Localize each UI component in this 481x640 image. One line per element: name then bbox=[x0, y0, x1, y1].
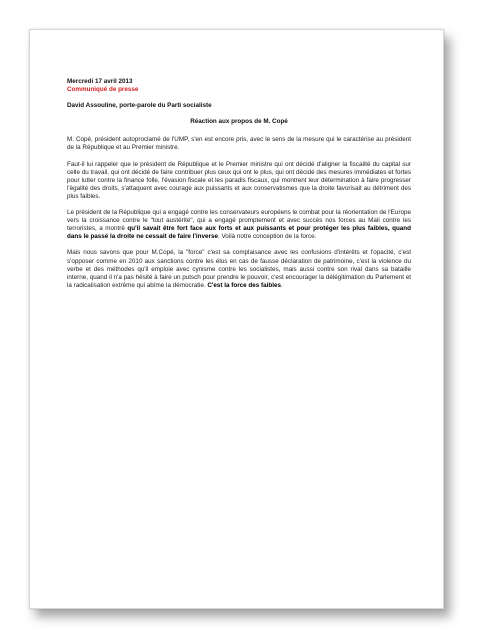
paragraph-3 bbox=[67, 209, 411, 241]
paragraph-text: . Voilà notre conception de la force. bbox=[217, 233, 317, 241]
paragraph-bold-text: qu'il savait être fort face aux forts et aux puissants et pour protéger les plus faibles, quand dans le passé la droite ne cessait de faire l'inverse bbox=[67, 225, 412, 241]
document-label: Communiqué de presse bbox=[67, 86, 139, 94]
document-title: Réaction aux propos de M. Copé bbox=[190, 118, 288, 126]
paragraph-4 bbox=[67, 249, 411, 289]
document-date: Mercredi 17 avril 2013 bbox=[67, 78, 133, 85]
paragraph-bold-text: C'est la force des faibles bbox=[207, 281, 281, 289]
paragraph-2 bbox=[67, 161, 411, 201]
document-page bbox=[29, 29, 444, 609]
document-content bbox=[67, 78, 411, 298]
paragraph-1 bbox=[67, 136, 411, 152]
paragraph-text: Mais nous savons que pour M.Copé, la "force" c'est sa complaisance avec les confusions d'intérêts et l'opacité, c'est s'opposer comme en 2010 aux sanctions contre les élus en cas de fausse déclaration de patrimoine, c'est la violence du verbe et des méthodes qu'il emploie avec cynisme contre les socialistes, mais aussi contre son rival dans sa bataille interne, quand il n'a pas hésité à faire un putsch pour prendre le pouvoir, c'est encourager la délégitimation du Parlement et la radicalisation extrême qui abîme la démocratie. bbox=[67, 249, 411, 289]
paragraph-text: . bbox=[280, 281, 283, 289]
document-author: David Assouline, porte-parole du Parti socialiste bbox=[67, 102, 212, 110]
paragraph-text: Le président de la République qui a engagé contre les conservateurs européens le combat pour la réorientation de l'Europe vers la croissance contre le "tout austérité", qui a engagé promptement et avec succès nos forces au Mali contre les terroristes, a montré bbox=[67, 209, 411, 233]
paragraph-text: Faut-il lui rappeler que le président de République et le Premier ministre qui ont décidé d'aligner la fiscalité du capital sur celle du travail, qui ont décidé de faire contribuer plus ceux qui ont le plus, qui ont décidé des mesures immédiates et fortes pour lutter contre la finance folle, l'évasion fiscale et les paradis fiscaux, qui montrent leur détermination à faire progresser l'égalité des droits, s'attaquent avec courage aux puissants et aux conservatismes que la droite favorisait au détriment des plus faibles. bbox=[67, 160, 411, 200]
paragraph-text: M. Copé, président autoproclamé de l'UMP, s'en est encore pris, avec le sens de la mesure qui le caractérise au président de la République et au Premier ministre. bbox=[67, 136, 411, 152]
